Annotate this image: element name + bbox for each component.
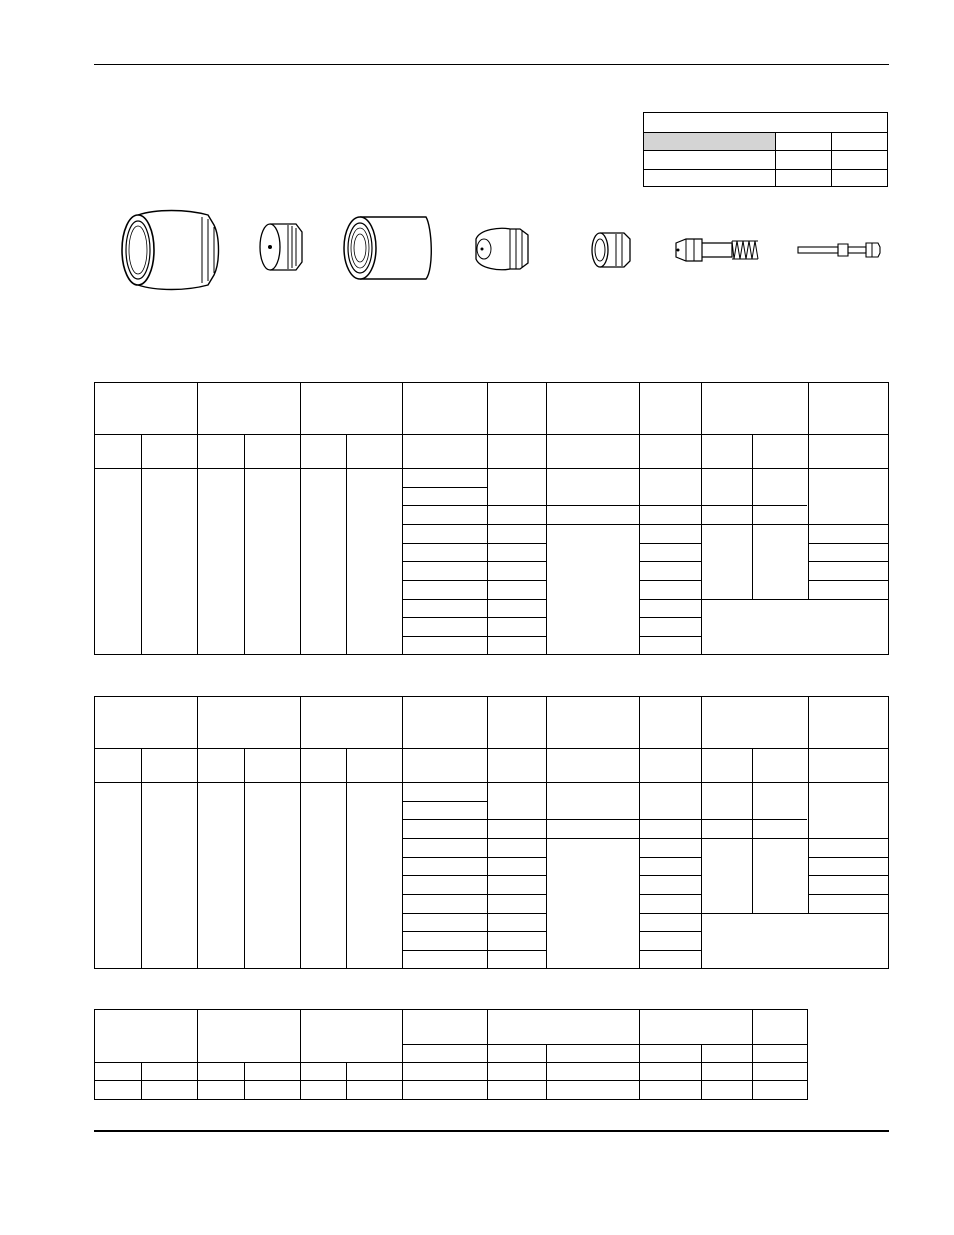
- shield-cap-icon: [258, 222, 304, 272]
- shield-icon: [116, 207, 228, 293]
- consumable-parts-illustration: [0, 195, 954, 305]
- header-rule: [94, 64, 889, 65]
- swirl-ring-icon: [588, 231, 634, 269]
- nozzle-icon: [470, 225, 532, 273]
- parts-table-1: [94, 382, 889, 655]
- parts-table-2: [94, 696, 889, 969]
- footer-rule: [94, 1130, 889, 1132]
- legend-header-band: [644, 132, 775, 150]
- retaining-cap-icon: [340, 213, 436, 283]
- parts-table-3: [94, 1009, 808, 1100]
- legend-table: [643, 112, 888, 187]
- electrode-icon: [672, 235, 762, 265]
- water-tube-icon: [796, 239, 882, 261]
